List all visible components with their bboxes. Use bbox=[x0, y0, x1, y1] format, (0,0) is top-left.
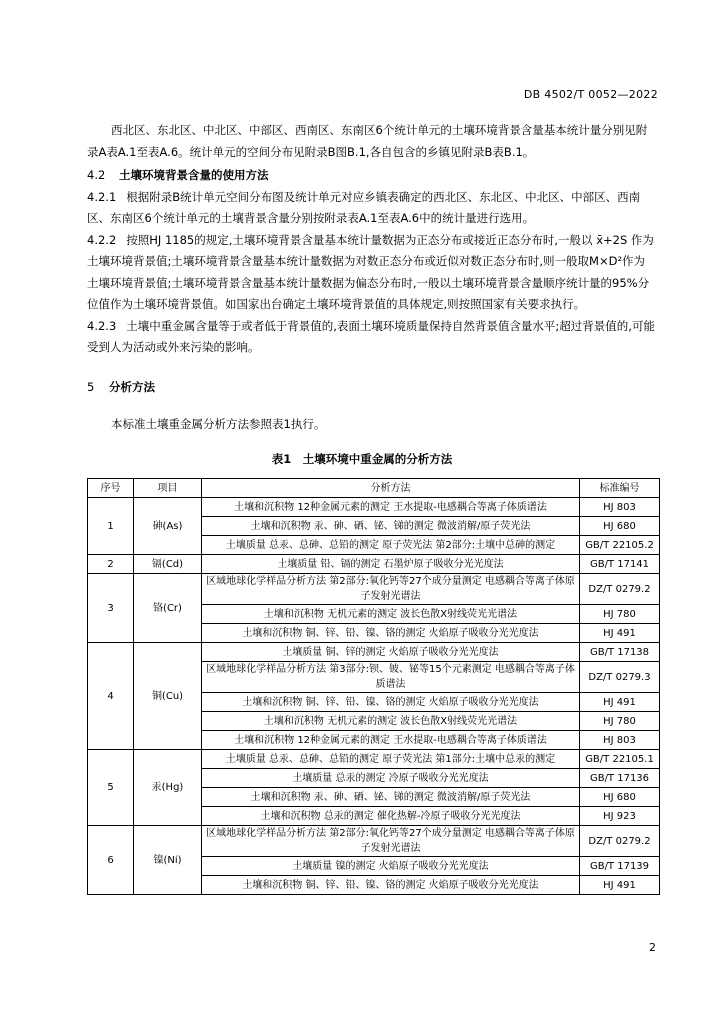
section-number: 5 bbox=[87, 379, 95, 394]
table-row bbox=[88, 643, 660, 662]
table-title: 表1 土壤环境中重金属的分析方法 bbox=[271, 452, 453, 466]
standard-code-cell: GB/T 17139 bbox=[580, 857, 660, 876]
column-header: 标准编号 bbox=[580, 479, 660, 498]
clause-number: 4.2.2 bbox=[87, 232, 117, 247]
standard-code-cell: HJ 680 bbox=[580, 517, 660, 536]
item-cell: 砷(As) bbox=[134, 498, 202, 555]
method-cell: 土壤和沉积物 汞、砷、硒、铋、锑的测定 微波消解/原子荧光法 bbox=[202, 788, 580, 807]
sequence-cell: 1 bbox=[88, 498, 134, 555]
method-cell: 土壤质量 总汞、总砷、总铅的测定 原子荧光法 第1部分:土壤中总汞的测定 bbox=[202, 750, 580, 769]
section-5-heading bbox=[87, 377, 655, 399]
column-header: 序号 bbox=[88, 479, 134, 498]
sequence-cell: 5 bbox=[88, 750, 134, 826]
page-number: 2 bbox=[649, 941, 656, 954]
standard-code-cell: HJ 491 bbox=[580, 693, 660, 712]
method-cell: 土壤和沉积物 12种金属元素的测定 王水提取-电感耦合等离子体质谱法 bbox=[202, 498, 580, 517]
method-cell: 土壤质量 铜、锌的测定 火焰原子吸收分光光度法 bbox=[202, 643, 580, 662]
standard-code-cell: HJ 780 bbox=[580, 712, 660, 731]
method-cell: 土壤质量 铅、镉的测定 石墨炉原子吸收分光光度法 bbox=[202, 555, 580, 574]
item-cell: 铬(Cr) bbox=[134, 574, 202, 643]
section-4-2-heading bbox=[87, 165, 655, 187]
method-cell: 土壤和沉积物 汞、砷、硒、铋、锑的测定 微波消解/原子荧光法 bbox=[202, 517, 580, 536]
standard-code-cell: HJ 491 bbox=[580, 876, 660, 895]
method-cell: 土壤和沉积物 总汞的测定 催化热解-冷原子吸收分光光度法 bbox=[202, 807, 580, 826]
standard-code-cell: HJ 803 bbox=[580, 731, 660, 750]
intro-paragraph: 西北区、东北区、中北区、中部区、西南区、东南区6个统计单元的土壤环境背景含量基本统计量分别见附录A表A.1至表A.6。统计单元的空间分布见附录B图B.1,各自包含的乡镇见附录B表B.1。 bbox=[87, 123, 648, 159]
clause-item bbox=[87, 187, 655, 230]
clause-text: 土壤中重金属含量等于或者低于背景值的,表面土壤环境质量保持自然背景值含量水平;超过背景值的,可能受到人为活动或外来污染的影响。 bbox=[87, 318, 655, 354]
standard-code-cell: HJ 491 bbox=[580, 624, 660, 643]
sequence-cell: 6 bbox=[88, 826, 134, 895]
item-cell: 汞(Hg) bbox=[134, 750, 202, 826]
standard-code-cell: GB/T 17138 bbox=[580, 643, 660, 662]
method-cell: 土壤和沉积物 无机元素的测定 波长色散X射线荧光光谱法 bbox=[202, 605, 580, 624]
standard-code-cell: GB/T 17136 bbox=[580, 769, 660, 788]
standard-code-cell: HJ 923 bbox=[580, 807, 660, 826]
table-row bbox=[88, 826, 660, 857]
standard-code-cell: HJ 780 bbox=[580, 605, 660, 624]
method-cell: 土壤质量 镍的测定 火焰原子吸收分光光度法 bbox=[202, 857, 580, 876]
section-title: 土壤环境背景含量的使用方法 bbox=[119, 168, 269, 182]
standard-code-cell: DZ/T 0279.2 bbox=[580, 574, 660, 605]
standard-code-cell: HJ 680 bbox=[580, 788, 660, 807]
standard-code-cell: DZ/T 0279.3 bbox=[580, 662, 660, 693]
standard-code-cell: HJ 803 bbox=[580, 498, 660, 517]
method-cell: 土壤和沉积物 无机元素的测定 波长色散X射线荧光光谱法 bbox=[202, 712, 580, 731]
table-row bbox=[88, 555, 660, 574]
method-cell: 土壤和沉积物 铜、锌、铅、镍、铬的测定 火焰原子吸收分光光度法 bbox=[202, 693, 580, 712]
column-header: 项目 bbox=[134, 479, 202, 498]
method-cell: 区域地球化学样品分析方法 第2部分:氧化钙等27个成分量测定 电感耦合等离子体原子发射光谱法 bbox=[202, 574, 580, 605]
clause-item bbox=[87, 316, 655, 359]
method-cell: 土壤质量 总汞的测定 冷原子吸收分光光度法 bbox=[202, 769, 580, 788]
sequence-cell: 3 bbox=[88, 574, 134, 643]
analysis-methods-table bbox=[87, 478, 660, 895]
column-header: 分析方法 bbox=[202, 479, 580, 498]
table-row bbox=[88, 574, 660, 605]
table-row bbox=[88, 750, 660, 769]
section-5-paragraph: 本标准土壤重金属分析方法参照表1执行。 bbox=[111, 417, 326, 431]
sequence-cell: 4 bbox=[88, 643, 134, 750]
method-cell: 土壤和沉积物 12种金属元素的测定 王水提取-电感耦合等离子体质谱法 bbox=[202, 731, 580, 750]
method-cell: 土壤和沉积物 铜、锌、铅、镍、铬的测定 火焰原子吸收分光光度法 bbox=[202, 876, 580, 895]
section-4-2-items bbox=[87, 187, 655, 359]
clause-text: 按照HJ 1185的规定,土壤环境背景含量基本统计量数据为正态分布或接近正态分布时,一般以 x̄+2S 作为土壤环境背景值;土壤环境背景含量基本统计量数据为对数正态分布或近似对数正态分布时,则一般取M×D²作为土壤环境背景值;土壤环境背景含量基本统计量数据为偏态分布时,一般以土壤环境背景含量顺序统计量的95%分位值作为土壤环境背景值。如国家出台确定土壤环境背景值的具体规定,则按照国家有关要求执行。 bbox=[87, 232, 654, 311]
section-number: 4.2 bbox=[87, 168, 106, 182]
clause-item bbox=[87, 230, 655, 316]
clause-number: 4.2.1 bbox=[87, 189, 117, 204]
item-cell: 镍(Ni) bbox=[134, 826, 202, 895]
method-cell: 土壤和沉积物 铜、锌、铅、镍、铬的测定 火焰原子吸收分光光度法 bbox=[202, 624, 580, 643]
clause-number: 4.2.3 bbox=[87, 318, 117, 333]
table-body bbox=[88, 498, 660, 895]
item-cell: 铜(Cu) bbox=[134, 643, 202, 750]
item-cell: 镉(Cd) bbox=[134, 555, 202, 574]
standard-code-cell: GB/T 22105.1 bbox=[580, 750, 660, 769]
method-cell: 区域地球化学样品分析方法 第2部分:氧化钙等27个成分量测定 电感耦合等离子体原子发射光谱法 bbox=[202, 826, 580, 857]
body-content bbox=[87, 120, 655, 436]
document-code-header: DB 4502/T 0052—2022 bbox=[523, 88, 658, 101]
method-cell: 区域地球化学样品分析方法 第3部分:钡、铍、铋等15个元素测定 电感耦合等离子体质谱法 bbox=[202, 662, 580, 693]
standard-code-cell: GB/T 17141 bbox=[580, 555, 660, 574]
sequence-cell: 2 bbox=[88, 555, 134, 574]
section-title: 分析方法 bbox=[109, 379, 155, 394]
table-header-row bbox=[88, 479, 660, 498]
standard-code-cell: GB/T 22105.2 bbox=[580, 536, 660, 555]
method-cell: 土壤质量 总汞、总砷、总铅的测定 原子荧光法 第2部分:土壤中总砷的测定 bbox=[202, 536, 580, 555]
standard-code-cell: DZ/T 0279.2 bbox=[580, 826, 660, 857]
table-row bbox=[88, 498, 660, 517]
clause-text: 根据附录B统计单元空间分布图及统计单元对应乡镇表确定的西北区、东北区、中北区、中部区、西南区、东南区6个统计单元的土壤背景含量分别按附录表A.1至表A.6中的统计量进行选用。 bbox=[87, 189, 641, 225]
